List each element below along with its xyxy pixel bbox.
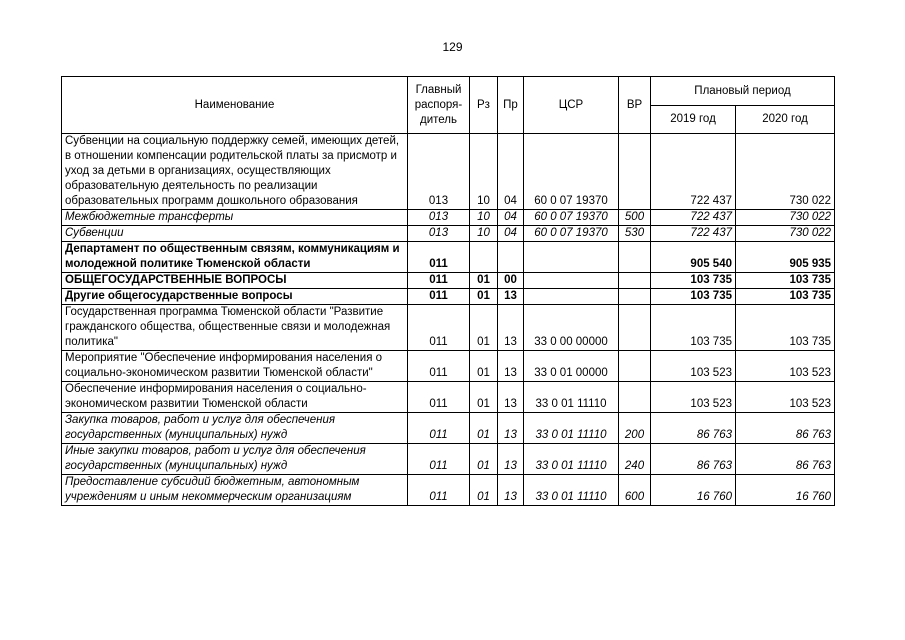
row-name: Другие общегосударственные вопросы (62, 289, 408, 305)
row-2020: 86 763 (736, 444, 835, 475)
header-name: Наименование (62, 77, 408, 134)
row-chief: 011 (408, 351, 470, 382)
row-vr (619, 351, 651, 382)
row-rz: 01 (470, 413, 498, 444)
row-csr: 60 0 07 19370 (524, 134, 619, 210)
table-row (62, 242, 835, 273)
table-row (62, 413, 835, 444)
row-2019: 905 540 (651, 242, 736, 273)
row-rz: 01 (470, 289, 498, 305)
row-chief: 011 (408, 475, 470, 506)
row-rz: 01 (470, 382, 498, 413)
row-chief: 013 (408, 134, 470, 210)
table-row (62, 351, 835, 382)
row-pr: 13 (498, 413, 524, 444)
row-name: Обеспечение информирования населения о социально-экономическом развитии Тюменской области (62, 382, 408, 413)
row-name: ОБЩЕГОСУДАРСТВЕННЫЕ ВОПРОСЫ (62, 273, 408, 289)
row-chief: 011 (408, 382, 470, 413)
row-2020: 103 735 (736, 305, 835, 351)
row-chief: 011 (408, 413, 470, 444)
row-vr: 240 (619, 444, 651, 475)
row-csr: 60 0 07 19370 (524, 210, 619, 226)
header-csr: ЦСР (524, 77, 619, 134)
row-name: Субвенции на социальную поддержку семей, имеющих детей, в отношении компенсации родительской платы за присмотр и уход за детьми в организациях, осуществляющих образовательную деятельность по реализации образовательных программ дошкольного образования (62, 134, 408, 210)
header-planned-period: Плановый период (651, 77, 835, 106)
header-chief-manager (408, 77, 470, 134)
row-csr: 33 0 00 00000 (524, 305, 619, 351)
row-pr: 13 (498, 289, 524, 305)
header-vr: ВР (619, 77, 651, 134)
row-name: Закупка товаров, работ и услуг для обеспечения государственных (муниципальных) нужд (62, 413, 408, 444)
header-chief-line2: распоря- (414, 98, 463, 111)
row-vr: 600 (619, 475, 651, 506)
row-rz: 10 (470, 226, 498, 242)
row-chief: 011 (408, 444, 470, 475)
page-number: 129 (442, 40, 463, 54)
row-rz: 01 (470, 444, 498, 475)
row-2019: 86 763 (651, 413, 736, 444)
row-chief: 011 (408, 289, 470, 305)
row-pr: 13 (498, 382, 524, 413)
row-2020: 103 523 (736, 382, 835, 413)
row-2020: 103 735 (736, 289, 835, 305)
row-name: Межбюджетные трансферты (62, 210, 408, 226)
row-vr (619, 289, 651, 305)
row-vr (619, 134, 651, 210)
header-chief-line3: дитель (420, 113, 457, 126)
row-2019: 103 735 (651, 273, 736, 289)
row-2019: 16 760 (651, 475, 736, 506)
row-2019: 103 735 (651, 289, 736, 305)
row-name: Иные закупки товаров, работ и услуг для обеспечения государственных (муниципальных) нужд (62, 444, 408, 475)
row-chief: 013 (408, 210, 470, 226)
row-2019: 722 437 (651, 134, 736, 210)
row-csr: 60 0 07 19370 (524, 226, 619, 242)
row-2019: 86 763 (651, 444, 736, 475)
row-pr: 04 (498, 210, 524, 226)
header-year-2020: 2020 год (736, 106, 835, 134)
row-name: Мероприятие "Обеспечение информирования населения о социально-экономическом развитии Тюменской области" (62, 351, 408, 382)
row-2019: 103 523 (651, 382, 736, 413)
row-csr (524, 289, 619, 305)
header-year-2019: 2019 год (651, 106, 736, 134)
row-2020: 730 022 (736, 226, 835, 242)
row-2019: 722 437 (651, 226, 736, 242)
table-row (62, 305, 835, 351)
row-pr: 04 (498, 134, 524, 210)
table-row (62, 475, 835, 506)
row-name: Департамент по общественным связям, коммуникациям и молодежной политике Тюменской области (62, 242, 408, 273)
row-vr: 500 (619, 210, 651, 226)
row-2020: 103 523 (736, 351, 835, 382)
table-row (62, 210, 835, 226)
table-row (62, 444, 835, 475)
table-header (62, 77, 835, 134)
row-pr: 13 (498, 475, 524, 506)
row-pr: 13 (498, 305, 524, 351)
row-csr (524, 242, 619, 273)
row-rz: 10 (470, 210, 498, 226)
row-vr: 530 (619, 226, 651, 242)
row-vr (619, 273, 651, 289)
row-2020: 905 935 (736, 242, 835, 273)
row-2020: 730 022 (736, 210, 835, 226)
row-pr (498, 242, 524, 273)
header-pr: Пр (498, 77, 524, 134)
row-vr (619, 382, 651, 413)
row-pr: 00 (498, 273, 524, 289)
table-row (62, 226, 835, 242)
row-name: Субвенции (62, 226, 408, 242)
row-pr: 13 (498, 351, 524, 382)
row-rz: 01 (470, 273, 498, 289)
row-csr: 33 0 01 11110 (524, 382, 619, 413)
row-2019: 722 437 (651, 210, 736, 226)
row-vr: 200 (619, 413, 651, 444)
row-pr: 04 (498, 226, 524, 242)
budget-table (61, 76, 835, 506)
table-row (62, 134, 835, 210)
row-2020: 86 763 (736, 413, 835, 444)
header-chief-line1: Главный (415, 83, 462, 96)
row-name: Государственная программа Тюменской области "Развитие гражданского общества, общественные связи и молодежная политика" (62, 305, 408, 351)
row-csr: 33 0 01 11110 (524, 413, 619, 444)
row-vr (619, 305, 651, 351)
row-rz (470, 242, 498, 273)
row-chief: 011 (408, 305, 470, 351)
row-csr (524, 273, 619, 289)
header-rz: Рз (470, 77, 498, 134)
row-chief: 013 (408, 226, 470, 242)
row-2019: 103 735 (651, 305, 736, 351)
row-rz: 01 (470, 475, 498, 506)
table-row (62, 382, 835, 413)
row-csr: 33 0 01 00000 (524, 351, 619, 382)
row-chief: 011 (408, 273, 470, 289)
table-row (62, 289, 835, 305)
row-vr (619, 242, 651, 273)
row-rz: 01 (470, 305, 498, 351)
row-rz: 10 (470, 134, 498, 210)
row-2020: 103 735 (736, 273, 835, 289)
row-rz: 01 (470, 351, 498, 382)
row-2020: 16 760 (736, 475, 835, 506)
table-row (62, 273, 835, 289)
row-pr: 13 (498, 444, 524, 475)
row-2020: 730 022 (736, 134, 835, 210)
row-name: Предоставление субсидий бюджетным, автономным учреждениям и иным некоммерческим организациям (62, 475, 408, 506)
row-csr: 33 0 01 11110 (524, 444, 619, 475)
row-2019: 103 523 (651, 351, 736, 382)
row-chief: 011 (408, 242, 470, 273)
row-csr: 33 0 01 11110 (524, 475, 619, 506)
